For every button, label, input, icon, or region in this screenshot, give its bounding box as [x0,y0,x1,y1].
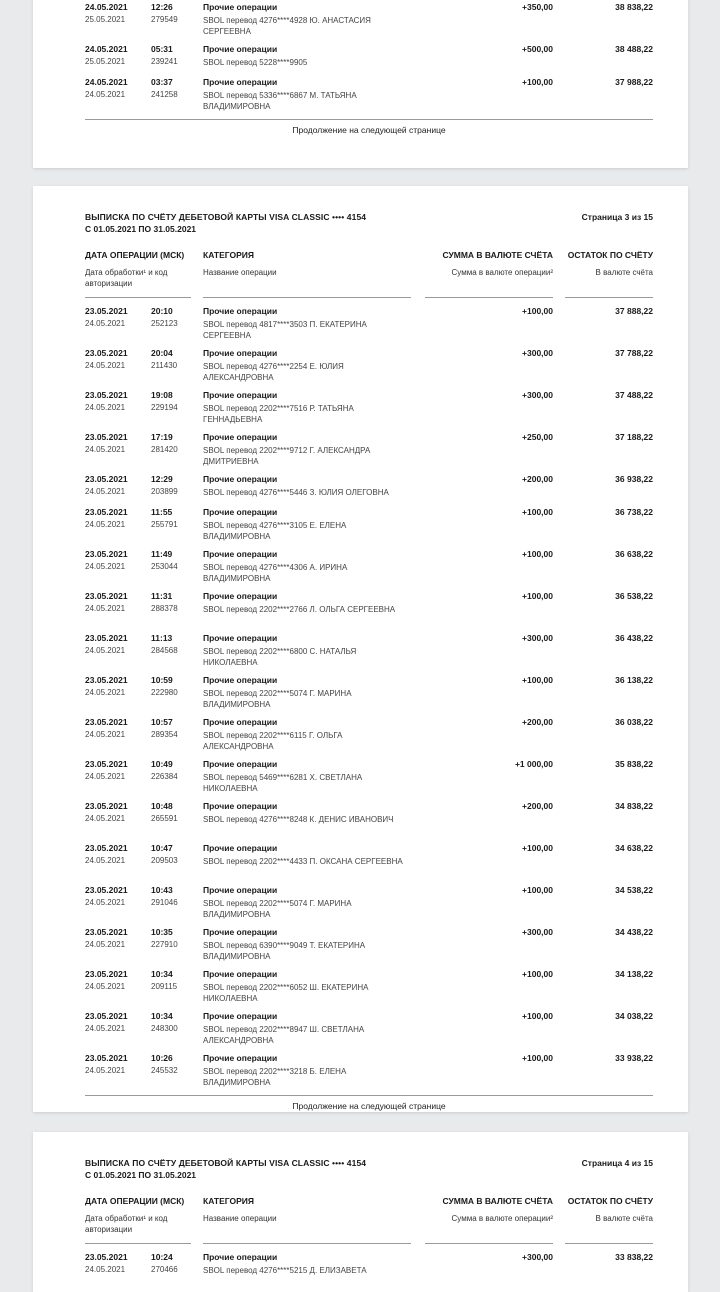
auth-code: 209503 [151,856,178,865]
statement-title: ВЫПИСКА ПО СЧЁТУ ДЕБЕТОВОЙ КАРТЫ VISA CLASSIC •••• 4154 [85,1158,367,1168]
transactions-list [85,2,653,119]
category: Прочие операции [203,306,278,316]
col-balance [565,250,653,278]
category: Прочие операции [203,432,278,442]
statement-page-prev [33,0,688,168]
operation-date: 23.05.2021 [85,432,128,442]
col-amount-subtitle: Сумма в валюте операции² [451,1214,553,1223]
amount: +500,00 [522,44,553,54]
amount: +300,00 [522,1252,553,1262]
footer-divider [85,119,653,120]
table-row [85,969,653,1011]
balance: 36 638,22 [615,549,653,559]
table-row [85,759,653,801]
auth-code: 279549 [151,15,178,24]
table-row [85,2,653,44]
operation-time: 11:49 [151,549,173,559]
processing-date: 24.05.2021 [85,1066,126,1075]
operation-description: SBOL перевод 2202****5074 Г. МАРИНА ВЛАДИМИРОВНА [203,689,352,709]
operation-date: 23.05.2021 [85,927,128,937]
operation-description: SBOL перевод 2202****2766 Л. ОЛЬГА СЕРГЕЕВНА [203,605,396,614]
auth-code: 288378 [151,604,178,613]
category: Прочие операции [203,1053,278,1063]
amount: +300,00 [522,927,553,937]
column-headers [85,1196,653,1244]
operation-time: 10:26 [151,1053,173,1063]
processing-date: 24.05.2021 [85,1265,126,1274]
operation-description: SBOL перевод 4276****3105 Е. ЕЛЕНА ВЛАДИМИРОВНА [203,521,347,541]
processing-date: 24.05.2021 [85,646,126,655]
operation-time: 12:26 [151,2,173,12]
col-date-subtitle: Дата обработки¹ и код авторизации [85,268,168,288]
category: Прочие операции [203,44,278,54]
balance: 37 488,22 [615,390,653,400]
table-row [85,717,653,759]
auth-code: 289354 [151,730,178,739]
operation-date: 24.05.2021 [85,77,128,87]
category: Прочие операции [203,843,278,853]
processing-date: 24.05.2021 [85,90,126,99]
category: Прочие операции [203,633,278,643]
col-amount [425,250,553,278]
operation-description: SBOL перевод 2202****5074 Г. МАРИНА ВЛАДИМИРОВНА [203,899,352,919]
operation-description: SBOL перевод 4276****4306 А. ИРИНА ВЛАДИМИРОВНА [203,563,348,583]
operation-date: 23.05.2021 [85,390,128,400]
col-amount-title: СУММА В ВАЛЮТЕ СЧЁТА [442,250,553,260]
statement-period: С 01.05.2021 ПО 31.05.2021 [85,224,197,234]
balance: 36 738,22 [615,507,653,517]
operation-time: 19:08 [151,390,173,400]
balance: 38 838,22 [615,2,653,12]
balance: 37 888,22 [615,306,653,316]
col-category-subtitle: Название операции [203,1214,277,1223]
operation-description: SBOL перевод 6390****9049 Т. ЕКАТЕРИНА ВЛАДИМИРОВНА [203,941,366,961]
col-amount-subtitle: Сумма в валюте операции² [451,268,553,277]
table-row [85,927,653,969]
auth-code: 227910 [151,940,178,949]
processing-date: 24.05.2021 [85,361,126,370]
operation-description: SBOL перевод 4276****2254 Е. ЮЛИЯ АЛЕКСАНДРОВНА [203,362,344,382]
operation-description: SBOL перевод 5228****9905 [203,58,308,67]
operation-time: 10:59 [151,675,173,685]
operation-time: 17:19 [151,432,173,442]
amount: +100,00 [522,675,553,685]
operation-date: 23.05.2021 [85,1011,128,1021]
header-divider [85,1243,191,1244]
transactions-list [85,306,653,1095]
table-row [85,77,653,119]
col-date-title: ДАТА ОПЕРАЦИИ (МСК) [85,1196,185,1206]
auth-code: 245532 [151,1066,178,1075]
table-row [85,1011,653,1053]
auth-code: 211430 [151,361,178,370]
balance: 37 988,22 [615,77,653,87]
category: Прочие операции [203,927,278,937]
amount: +300,00 [522,633,553,643]
statement-header [85,1158,653,1188]
amount: +350,00 [522,2,553,12]
auth-code: 265591 [151,814,178,823]
category: Прочие операции [203,507,278,517]
operation-time: 10:43 [151,885,173,895]
operation-date: 24.05.2021 [85,44,128,54]
processing-date: 24.05.2021 [85,730,126,739]
auth-code: 226384 [151,772,178,781]
continuation-note: Продолжение на следующей странице [292,125,446,135]
table-row [85,390,653,432]
balance: 36 138,22 [615,675,653,685]
category: Прочие операции [203,549,278,559]
category: Прочие операции [203,759,278,769]
table-row [85,1053,653,1095]
table-row [85,633,653,675]
table-row [85,1252,653,1285]
table-row [85,474,653,507]
balance: 34 638,22 [615,843,653,853]
statement-title: ВЫПИСКА ПО СЧЁТУ ДЕБЕТОВОЙ КАРТЫ VISA CLASSIC •••• 4154 [85,212,367,222]
operation-description: SBOL перевод 2202****7516 Р. ТАТЬЯНА ГЕННАДЬЕВНА [203,404,354,424]
auth-code: 241258 [151,90,178,99]
col-category [203,1196,413,1224]
operation-time: 10:57 [151,717,173,727]
auth-code: 284568 [151,646,178,655]
operation-description: SBOL перевод 4276****5446 З. ЮЛИЯ ОЛЕГОВНА [203,488,389,497]
balance: 38 488,22 [615,44,653,54]
processing-date: 24.05.2021 [85,688,126,697]
table-row [85,675,653,717]
operation-description: SBOL перевод 4276****4928 Ю. АНАСТАСИЯ СЕРГЕЕВНА [203,16,371,36]
col-balance [565,1196,653,1224]
operation-date: 23.05.2021 [85,759,128,769]
operation-time: 11:55 [151,507,173,517]
processing-date: 24.05.2021 [85,562,126,571]
operation-time: 05:31 [151,44,173,54]
header-divider [85,297,191,298]
col-amount [425,1196,553,1224]
operation-description: SBOL перевод 4817****3503 П. ЕКАТЕРИНА СЕРГЕЕВНА [203,320,367,340]
operation-description: SBOL перевод 2202****6800 С. НАТАЛЬЯ НИКОЛАЕВНА [203,647,357,667]
table-row [85,885,653,927]
category: Прочие операции [203,801,278,811]
transactions-list [85,1252,653,1285]
balance: 34 138,22 [615,969,653,979]
processing-date: 25.05.2021 [85,57,126,66]
balance: 34 038,22 [615,1011,653,1021]
page-number: Страница 3 из 15 [581,212,653,222]
col-balance-title: ОСТАТОК ПО СЧЁТУ [567,1196,653,1206]
col-date [85,250,195,289]
table-row [85,591,653,633]
category: Прочие операции [203,474,278,484]
balance: 34 538,22 [615,885,653,895]
balance: 33 838,22 [615,1252,653,1262]
balance: 36 538,22 [615,591,653,601]
operation-time: 20:04 [151,348,173,358]
amount: +100,00 [522,1053,553,1063]
operation-time: 03:37 [151,77,173,87]
operation-time: 10:34 [151,1011,173,1021]
processing-date: 24.05.2021 [85,403,126,412]
auth-code: 209115 [151,982,178,991]
header-divider [203,297,411,298]
operation-time: 10:48 [151,801,173,811]
processing-date: 24.05.2021 [85,982,126,991]
col-category-title: КАТЕГОРИЯ [203,250,254,260]
balance: 36 438,22 [615,633,653,643]
amount: +100,00 [522,843,553,853]
amount: +200,00 [522,717,553,727]
auth-code: 281420 [151,445,178,454]
col-category-title: КАТЕГОРИЯ [203,1196,254,1206]
header-divider [203,1243,411,1244]
amount: +200,00 [522,801,553,811]
operation-time: 11:31 [151,591,173,601]
col-amount-title: СУММА В ВАЛЮТЕ СЧЁТА [442,1196,553,1206]
amount: +100,00 [522,1011,553,1021]
operation-date: 23.05.2021 [85,801,128,811]
balance: 34 838,22 [615,801,653,811]
amount: +100,00 [522,885,553,895]
processing-date: 24.05.2021 [85,319,126,328]
operation-description: SBOL перевод 4276****8248 К. ДЕНИС ИВАНОВИЧ [203,815,394,824]
category: Прочие операции [203,390,278,400]
processing-date: 24.05.2021 [85,814,126,823]
col-balance-subtitle: В валюте счёта [595,268,653,277]
statement-page-4 [33,1132,688,1292]
page-number: Страница 4 из 15 [581,1158,653,1168]
amount: +100,00 [522,306,553,316]
category: Прочие операции [203,885,278,895]
auth-code: 229194 [151,403,178,412]
header-divider [425,297,553,298]
amount: +300,00 [522,390,553,400]
operation-date: 23.05.2021 [85,1053,128,1063]
table-row [85,44,653,77]
amount: +100,00 [522,549,553,559]
auth-code: 291046 [151,898,178,907]
processing-date: 24.05.2021 [85,898,126,907]
operation-description: SBOL перевод 2202****8947 Ш. СВЕТЛАНА АЛЕКСАНДРОВНА [203,1025,365,1045]
operation-date: 23.05.2021 [85,348,128,358]
category: Прочие операции [203,717,278,727]
amount: +250,00 [522,432,553,442]
operation-time: 11:13 [151,633,173,643]
operation-description: SBOL перевод 5469****6281 Х. СВЕТЛАНА НИКОЛАЕВНА [203,773,363,793]
header-divider [565,297,653,298]
balance: 37 788,22 [615,348,653,358]
col-date-subtitle: Дата обработки¹ и код авторизации [85,1214,168,1234]
operation-time: 10:47 [151,843,173,853]
col-balance-subtitle: В валюте счёта [595,1214,653,1223]
operation-date: 23.05.2021 [85,1252,128,1262]
operation-date: 23.05.2021 [85,717,128,727]
continuation-note: Продолжение на следующей странице [292,1101,446,1111]
processing-date: 24.05.2021 [85,856,126,865]
statement-header [85,212,653,242]
table-row [85,348,653,390]
operation-description: SBOL перевод 2202****6052 Ш. ЕКАТЕРИНА НИКОЛАЕВНА [203,983,369,1003]
operation-time: 20:10 [151,306,173,316]
operation-time: 10:34 [151,969,173,979]
auth-code: 253044 [151,562,178,571]
amount: +200,00 [522,474,553,484]
processing-date: 24.05.2021 [85,940,126,949]
category: Прочие операции [203,77,278,87]
operation-date: 23.05.2021 [85,843,128,853]
operation-description: SBOL перевод 5336****6867 М. ТАТЬЯНА ВЛАДИМИРОВНА [203,91,357,111]
processing-date: 24.05.2021 [85,1024,126,1033]
auth-code: 255791 [151,520,178,529]
operation-description: SBOL перевод 2202****4433 П. ОКСАНА СЕРГЕЕВНА [203,857,403,866]
amount: +100,00 [522,969,553,979]
category: Прочие операции [203,2,278,12]
auth-code: 252123 [151,319,178,328]
statement-page-3 [33,186,688,1112]
col-balance-title: ОСТАТОК ПО СЧЁТУ [567,250,653,260]
operation-date: 23.05.2021 [85,969,128,979]
table-row [85,843,653,885]
col-category [203,250,413,278]
table-row [85,549,653,591]
operation-date: 23.05.2021 [85,591,128,601]
category: Прочие операции [203,969,278,979]
balance: 37 188,22 [615,432,653,442]
processing-date: 24.05.2021 [85,487,126,496]
table-row [85,507,653,549]
table-row [85,801,653,843]
category: Прочие операции [203,675,278,685]
processing-date: 24.05.2021 [85,604,126,613]
operation-time: 10:35 [151,927,173,937]
operation-description: SBOL перевод 2202****3218 Б. ЕЛЕНА ВЛАДИМИРОВНА [203,1067,347,1087]
header-divider [425,1243,553,1244]
footer-divider [85,1095,653,1096]
processing-date: 24.05.2021 [85,445,126,454]
operation-date: 23.05.2021 [85,507,128,517]
col-date-title: ДАТА ОПЕРАЦИИ (МСК) [85,250,185,260]
operation-description: SBOL перевод 4276****5215 Д. ЕЛИЗАВЕТА [203,1266,367,1275]
category: Прочие операции [203,1011,278,1021]
operation-date: 23.05.2021 [85,885,128,895]
header-divider [565,1243,653,1244]
operation-date: 23.05.2021 [85,549,128,559]
balance: 35 838,22 [615,759,653,769]
amount: +1 000,00 [514,759,553,769]
operation-time: 10:24 [151,1252,173,1262]
operation-date: 23.05.2021 [85,306,128,316]
column-headers [85,250,653,298]
category: Прочие операции [203,591,278,601]
category: Прочие операции [203,348,278,358]
balance: 34 438,22 [615,927,653,937]
processing-date: 24.05.2021 [85,772,126,781]
amount: +100,00 [522,77,553,87]
balance: 33 938,22 [615,1053,653,1063]
operation-time: 12:29 [151,474,173,484]
auth-code: 203899 [151,487,178,496]
balance: 36 038,22 [615,717,653,727]
operation-date: 23.05.2021 [85,675,128,685]
table-row [85,306,653,348]
amount: +300,00 [522,348,553,358]
operation-date: 23.05.2021 [85,633,128,643]
operation-date: 23.05.2021 [85,474,128,484]
amount: +100,00 [522,591,553,601]
statement-period: С 01.05.2021 ПО 31.05.2021 [85,1170,197,1180]
amount: +100,00 [522,507,553,517]
processing-date: 25.05.2021 [85,15,126,24]
auth-code: 248300 [151,1024,178,1033]
col-date [85,1196,195,1235]
auth-code: 239241 [151,57,178,66]
table-row [85,432,653,474]
operation-description: SBOL перевод 2202****9712 Г. АЛЕКСАНДРА ДМИТРИЕВНА [203,446,371,466]
operation-date: 24.05.2021 [85,2,128,12]
operation-time: 10:49 [151,759,173,769]
col-category-subtitle: Название операции [203,268,277,277]
processing-date: 24.05.2021 [85,520,126,529]
balance: 36 938,22 [615,474,653,484]
operation-description: SBOL перевод 2202****6115 Г. ОЛЬГА АЛЕКСАНДРОВНА [203,731,343,751]
auth-code: 222980 [151,688,178,697]
auth-code: 270466 [151,1265,178,1274]
category: Прочие операции [203,1252,278,1262]
